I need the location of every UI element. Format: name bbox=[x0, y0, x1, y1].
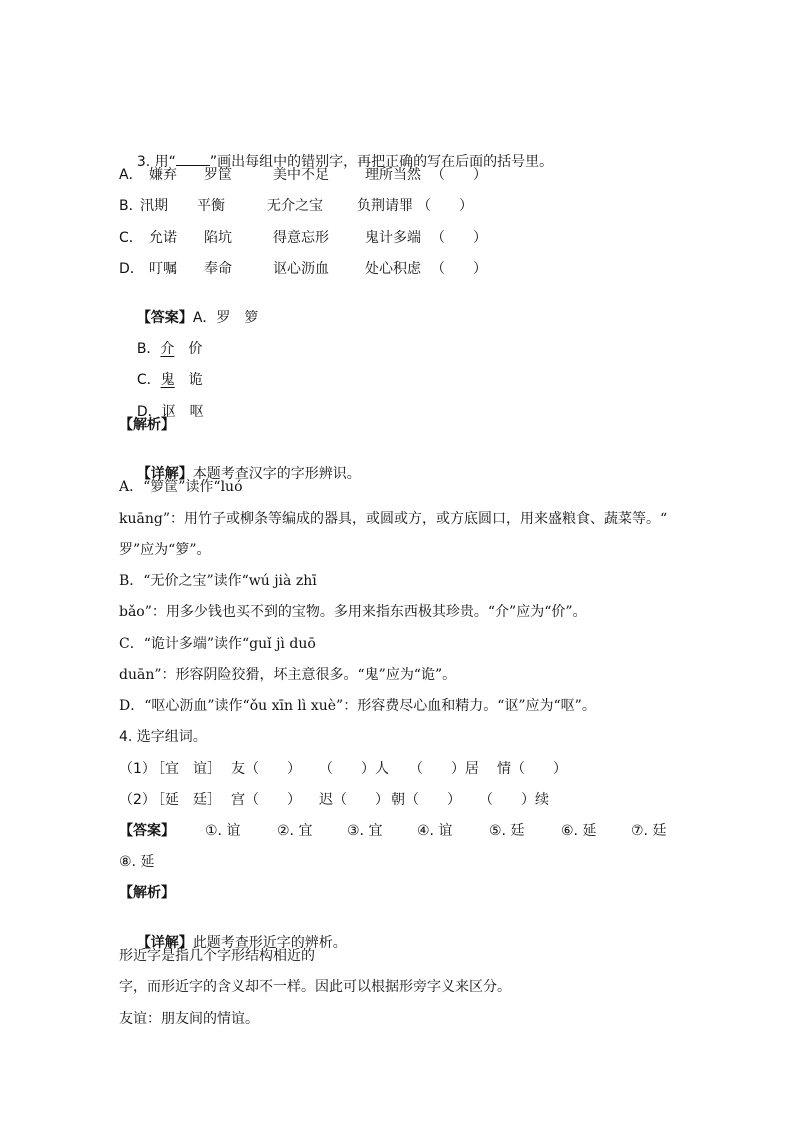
answer-label: 【答案】 bbox=[136, 310, 193, 326]
blank-item: 朝（ ） bbox=[391, 792, 461, 808]
row-number: （1） bbox=[119, 761, 156, 777]
option-label: A． bbox=[119, 167, 143, 183]
wrong-char: 介 bbox=[160, 341, 175, 357]
answer-paren: （ ） bbox=[431, 230, 487, 246]
choice-chars: ［延 廷］ bbox=[151, 792, 221, 808]
q4-analysis-label: 【解析】 bbox=[119, 885, 175, 901]
paragraph-line: 字，而形近字的含义却不一样。因此可以根据形旁字义来区分。 bbox=[119, 979, 511, 995]
blank-item: 宫（ ） bbox=[231, 792, 301, 808]
answer-item: ④. 谊 bbox=[417, 823, 453, 839]
row-number: （2） bbox=[119, 792, 156, 808]
right-char: 箩 bbox=[244, 310, 259, 326]
answer-paren: （ ） bbox=[431, 167, 487, 183]
blank-item: 情（ ） bbox=[497, 761, 567, 777]
explanation-line: A．“箩筐”读作“luó bbox=[119, 479, 243, 495]
blank-item: （ ）续 bbox=[479, 792, 549, 808]
right-char: 呕 bbox=[189, 404, 204, 420]
wrong-char: 罗 bbox=[216, 310, 231, 326]
blank-item: 友（ ） bbox=[231, 761, 301, 777]
detail-label: 【详解】 bbox=[136, 466, 193, 482]
blank-item: 迟（ ） bbox=[319, 792, 389, 808]
answer-option-label: B． bbox=[136, 341, 161, 357]
detail-label: 【详解】 bbox=[136, 935, 193, 951]
answer-item: ⑤. 廷 bbox=[489, 823, 525, 839]
answer-option-label: C． bbox=[136, 372, 161, 388]
explanation-line: duān”：形容阴险狡猾，坏主意很多。“鬼”应为“诡”。 bbox=[119, 667, 457, 683]
q4-title: 4. 选字组词。 bbox=[119, 729, 207, 745]
option-word: 叮嘱 bbox=[149, 261, 177, 277]
wrong-char: 鬼 bbox=[160, 372, 175, 388]
answer-item: ⑦. 廷 bbox=[631, 823, 667, 839]
answer-item: ③. 宜 bbox=[347, 823, 383, 839]
blank-item: （ ）居 bbox=[409, 761, 479, 777]
blank-item: （ ）人 bbox=[319, 761, 389, 777]
q3-prompt-prefix: 3. 用“ bbox=[136, 154, 176, 170]
q3-prompt-suffix: ”画出每组中的错别字，再把正确的写在后面的括号里。 bbox=[209, 154, 554, 170]
explanation-line: 罗”应为“箩”。 bbox=[119, 542, 211, 558]
explanation-line: bǎo”：用多少钱也买不到的宝物。多用来指东西极其珍贵。“介”应为“价”。 bbox=[119, 604, 587, 620]
answer-item: ②. 宜 bbox=[277, 823, 313, 839]
option-word: 无介之宝 bbox=[267, 198, 323, 214]
explanation-line: D．“呕心沥血”读作“ǒu xīn lì xuè”：形容费尽心血和精力。“讴”应为“呕”。 bbox=[119, 698, 596, 714]
choice-chars: ［宜 谊］ bbox=[151, 761, 221, 777]
option-word: 奉命 bbox=[204, 261, 232, 277]
option-word: 允诺 bbox=[149, 230, 177, 246]
right-char: 诡 bbox=[188, 372, 203, 388]
answer-paren: （ ） bbox=[431, 261, 487, 277]
answer-item: ⑧. 延 bbox=[119, 854, 155, 870]
wrong-char: 讴 bbox=[161, 404, 176, 420]
answer-item: ①. 谊 bbox=[205, 823, 241, 839]
option-word: 负荆请罪 bbox=[357, 198, 413, 214]
option-word: 陷坑 bbox=[204, 230, 232, 246]
right-char: 价 bbox=[188, 341, 203, 357]
option-word: 美中不足 bbox=[273, 167, 329, 183]
answer-option-label: A． bbox=[192, 310, 217, 326]
option-label: D． bbox=[119, 261, 144, 277]
option-label: B． bbox=[119, 198, 143, 214]
option-word: 理所当然 bbox=[365, 167, 421, 183]
answer-item: ⑥. 延 bbox=[561, 823, 597, 839]
answer-option-label: D． bbox=[136, 404, 162, 420]
q3-analysis-label: 【解析】 bbox=[119, 417, 175, 433]
option-word: 嫌弃 bbox=[149, 167, 177, 183]
explanation-line: C．“诡计多端”读作“guǐ jì duō bbox=[119, 636, 316, 652]
option-word: 鬼计多端 bbox=[365, 230, 421, 246]
paragraph-line: 友谊：朋友间的情谊。 bbox=[119, 1011, 259, 1027]
explanation-line: kuāng”：用竹子或柳条等编成的器具，或圆或方，或方底圆口，用来盛粮食、蔬菜等。“ bbox=[119, 511, 668, 527]
explanation-line: B．“无价之宝”读作“wú jià zhī bbox=[119, 573, 317, 589]
option-word: 汛期 bbox=[140, 198, 168, 214]
option-word: 罗筐 bbox=[204, 167, 232, 183]
option-word: 平衡 bbox=[197, 198, 225, 214]
detail-text: 本题考查汉字的字形辨识。 bbox=[192, 466, 361, 482]
option-label: C． bbox=[119, 230, 143, 246]
detail-text: 此题考查形近字的辨析。 bbox=[192, 935, 347, 951]
answer-paren: （ ） bbox=[417, 198, 473, 214]
option-word: 讴心沥血 bbox=[273, 261, 329, 277]
answer-label: 【答案】 bbox=[119, 823, 175, 839]
q4-answer-row bbox=[119, 822, 679, 1002]
paragraph-line: 形近字是指几个字形结构相近的 bbox=[119, 948, 315, 964]
option-word: 处心积虑 bbox=[365, 261, 421, 277]
underline-blank bbox=[176, 153, 210, 166]
option-word: 得意忘形 bbox=[273, 230, 329, 246]
